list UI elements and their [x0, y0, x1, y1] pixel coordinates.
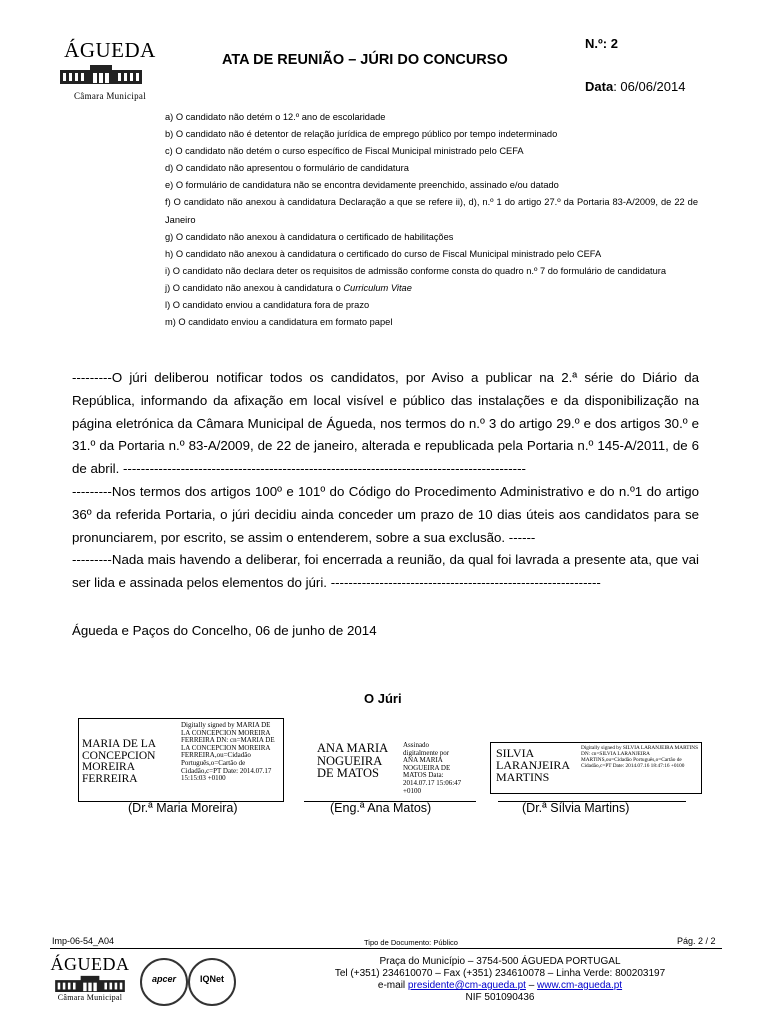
building-icon	[60, 64, 142, 84]
list-item: d) O candidato não apresentou o formulário de candidatura	[165, 163, 409, 174]
signer-name: MARIA DE LA CONCEPCION MOREIRA FERREIRA	[82, 738, 156, 785]
document-type: Tipo de Documento: Público	[364, 938, 458, 947]
phones: Tel (+351) 234610070 – Fax (+351) 234610078 – Linha Verde: 800203197	[334, 968, 666, 979]
municipality-logo	[60, 40, 160, 101]
signature-details: Digitally signed by SILVIA LARANJEIRA MARTINS DN: cn=SILVIA LARANJEIRA MARTINS,ou=Cidadão Português,o=Cartão de Cidadão,c=PT Date: 2014.07.16 18:47:16 +0100	[581, 745, 699, 769]
document-date	[585, 79, 685, 94]
list-item: l) O candidato enviou a candidatura fora de prazo	[165, 300, 370, 311]
separator: –	[525, 980, 538, 991]
footer-contacts	[300, 956, 700, 1004]
apcer-certification-badge	[140, 958, 188, 1006]
paragraph: ---------Nada mais havendo a deliberar, foi encerrada a reunião, da qual foi lavrada a presente ata, que vai ser lida e assinada pelos elementos do júri. -------------------------------------------------------------	[72, 552, 699, 591]
document-title: ATA DE REUNIÃO – JÚRI DO CONCURSO	[222, 52, 508, 68]
signer-name: SILVIA LARANJEIRA MARTINS	[496, 746, 570, 784]
digital-signature-1	[78, 718, 284, 802]
logo-name: ÁGUEDA	[64, 38, 156, 62]
list-item: e) O formulário de candidatura não se encontra devidamente preenchido, assinado e/ou datado	[165, 180, 559, 191]
badge-label: apcer	[151, 974, 177, 984]
logo-subtitle: Câmara Municipal	[73, 91, 147, 101]
date-value: : 06/06/2014	[613, 79, 686, 94]
minutes-number: N.º: 2	[585, 36, 618, 51]
date-label: Data	[585, 79, 614, 94]
jury-heading: O Júri	[364, 691, 402, 706]
list-item: c) O candidato não detém o curso específico de Fiscal Municipal ministrado pelo CEFA	[165, 146, 524, 157]
address: Praça do Município – 3754-500 ÁGUEDA PORTUGAL	[379, 956, 621, 967]
list-item: m) O candidato enviou a candidatura em formato papel	[165, 317, 393, 328]
form-code: Imp-06-54_A04	[52, 936, 115, 946]
list-item-italic: Curriculum Vitae	[343, 282, 412, 293]
list-item-text: j) O candidato não anexou à candidatura o	[165, 282, 344, 293]
email-prefix: e-mail	[377, 980, 408, 991]
list-item: f) O candidato não anexou à candidatura Declaração a que se refere ii), d), n.º 1 do artigo 27.º da Portaria 83-A/2009, de 22 de Janeiro	[165, 197, 698, 225]
contact-links	[300, 980, 700, 992]
tax-number: NIF 501090436	[465, 992, 535, 1003]
digital-signature-3	[490, 742, 702, 794]
signature-details: Digitally signed by MARIA DE LA CONCEPCION MOREIRA FERREIRA DN: cn=MARIA DE LA CONCEPCION MOREIRA FERREIRA,ou=Cidadão Português,o=Cartão de Cidadão,c=PT Date: 2014.07.17 15:15:03 +0100	[181, 721, 275, 783]
signer-name: ANA MARIA NOGUEIRA DE MATOS	[317, 741, 388, 780]
list-item	[165, 280, 698, 297]
list-item: g) O candidato não anexou à candidatura o certificado de habilitações	[165, 231, 454, 242]
signer-caption: (Eng.ª Ana Matos)	[330, 801, 432, 815]
digital-signature-2	[313, 737, 463, 799]
list-item: b) O candidato não é detentor de relação jurídica de emprego público por tempo indeterminado	[165, 129, 558, 140]
website-link[interactable]: www.cm-agueda.pt	[537, 980, 623, 991]
list-item: a) O candidato não detém o 12.º ano de escolaridade	[165, 112, 386, 122]
email-link[interactable]: presidente@cm-agueda.pt	[407, 980, 526, 991]
exclusion-criteria-list	[165, 109, 698, 331]
paragraph: ---------Nos termos dos artigos 100º e 101º do Código do Procedimento Administrativo e do n.º1 do artigo 36º da referida Portaria, o júri decidiu ainda conceder um prazo de 10 dias úteis aos candidatos para se pronunciarem, por escrito, se assim o entenderem, sobre a sua exclusão. ------	[72, 483, 699, 545]
page-number: Pág. 2 / 2	[677, 936, 716, 946]
minutes-body	[72, 367, 699, 595]
logo-subtitle: Câmara Municipal	[57, 993, 123, 1002]
footer-rule	[50, 948, 722, 949]
signer-caption: (Dr.ª Sílvia Martins)	[522, 801, 630, 815]
place-and-date: Águeda e Paços do Concelho, 06 de junho de 2014	[72, 623, 377, 638]
badge-label: IQNet	[199, 974, 224, 984]
iqnet-certification-badge	[188, 958, 236, 1006]
signature-details: Assinado digitalmente por ANA MARIA NOGUEIRA DE MATOS Data: 2014.07.17 15:06:47 +0100	[403, 741, 462, 795]
list-item: i) O candidato não declara deter os requisitos de admissão conforme consta do quadro n.º 7 do formulário de candidatura	[165, 265, 667, 276]
paragraph: ---------O júri deliberou notificar todos os candidatos, por Aviso a publicar na 2.ª série do Diário da República, informando da afixação em local visível e público das instalações e da disponibilização na página eletrónica da Câmara Municipal de Águeda, nos termos do n.º 3 do artigo 29.º e dos artigos 30.º e 31.º da Portaria n.º 83-A/2009, de 22 de janeiro, alterada e republicada pela Portaria n.º 145-A/2011, de 6 de abril. -------------------------------------------------------------------------------------------	[72, 370, 699, 477]
footer-municipality-logo	[45, 955, 135, 1002]
signer-caption: (Dr.ª Maria Moreira)	[128, 801, 238, 815]
logo-name: ÁGUEDA	[50, 954, 130, 974]
building-icon	[54, 975, 126, 992]
list-item: h) O candidato não anexou à candidatura o certificado do curso de Fiscal Municipal ministrado pelo CEFA	[165, 248, 602, 259]
